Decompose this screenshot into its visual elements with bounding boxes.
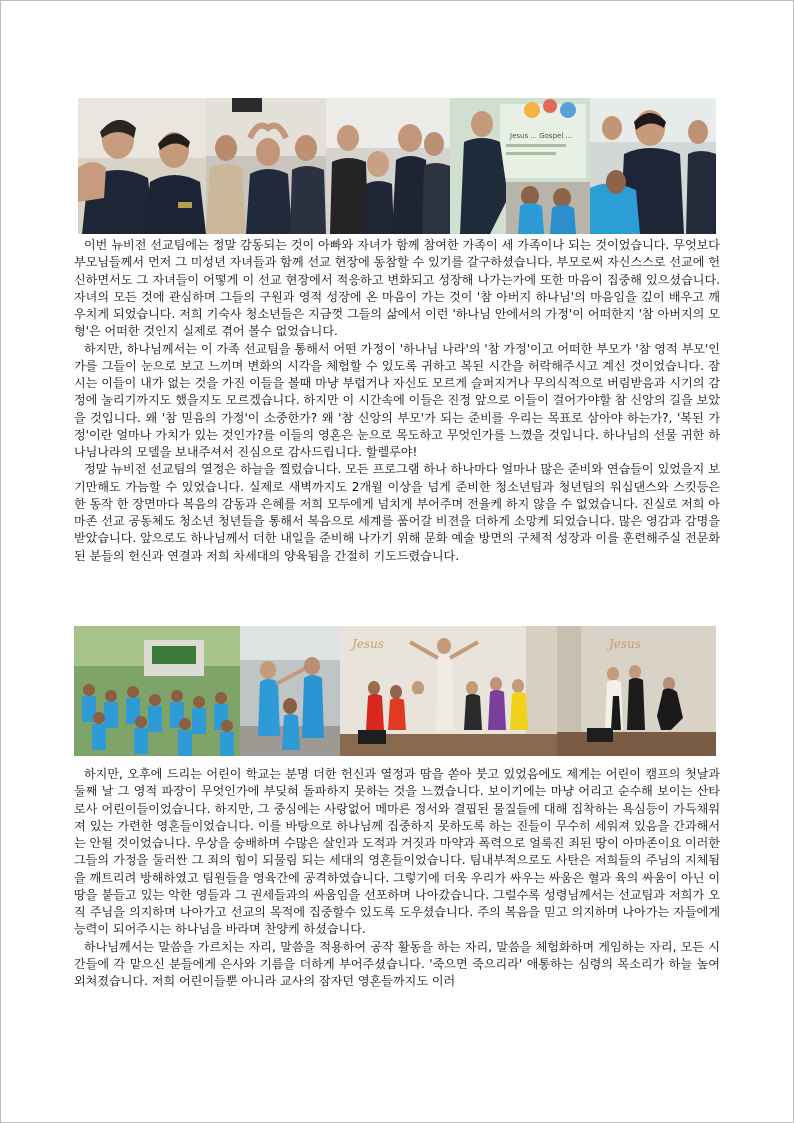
photo-heart-gesture-group bbox=[206, 98, 326, 234]
mural-text: Jesus ... Gospel ... bbox=[510, 132, 573, 140]
paragraph-god-kingdom-family: 하지만, 하나님께서는 이 가족 선교팀을 통해서 어떤 가정이 '하나님 나라'의 '참 가정'이고 어떠한 부모가 '참 영적 부모'인가를 그들이 눈으로 보고 느끼며 변화의 시각을 체험할 수 있도록 귀하고 복된 시간을 허락해주시고 계신 것이었습니다. 잠시는 이들이 내가 없는 것을 가진 이들을 볼때 마냥 부럽거나 자신도 모르게 슬퍼지거나 무의식적으로 버림받음과 시기의 감정에 눌리기까지도 했을지도 모르겠습니다. 하지만 이 시간속에 이들은 진정 앞으로 이들이 걸어가야할 참 신앙의 길을 보았을 것입니다. 왜 '참 믿음의 가정'이 소중한가? 왜 '참 신앙의 부모'가 되는 준비를 우리는 목표로 삼아야 하는가?, '복된 가정'이란 얼마나 가치가 있는 것인가?를 이들의 영혼은 눈으로 목도하고 무엇인가를 느꼈을 것입니다. 하나님의 선물 귀한 하나님나라의 모델을 보내주셔서 진심으로 감사드립니다. 할렐루야! bbox=[74, 341, 720, 459]
photo-team-men-smiling bbox=[78, 98, 206, 234]
paragraph-family-mission: 이번 뉴비전 선교팀에는 정말 감동되는 것이 아빠와 자녀가 함께 참여한 가족이 세 가족이나 되는 것이었습니다. 무엇보다 부모님들께서 먼저 그 미성년 자녀들과 함께 선교 현장에 동참할 수 있기를 갈구하셨습니다. 부모로써 자신스스로 선교에 헌신하면서도 그 자녀들이 어떻게 이 선교 현장에서 적응하고 변화되고 성장해 나가는가에 또한 마음이 집중해 있으셨습니다. 자녀의 모든 것에 관심하며 그들의 구원과 영적 성장에 온 마음이 가는 것이 '참 아버지 하나님'의 마음임을 깊이 배우고 깨우치게 되었습니다. 저희 기숙사 청소년들은 지금껏 그들의 삶에서 이런 '하나님 안에서의 가정'이 어떠한지 '참 아버지의 모형'은 어떠한 것인지 실제로 겪어 볼수 없었습니다. bbox=[74, 238, 720, 339]
photo-stage-dance-performance bbox=[340, 626, 557, 756]
article-body-top bbox=[74, 237, 720, 565]
article-body-bottom bbox=[74, 766, 720, 990]
photo-team-member-embrace bbox=[590, 98, 716, 234]
paragraph-word-activities: 하나님께서는 말씀을 가르치는 자리, 말씀을 적용하여 공작 활동을 하는 자리, 말씀을 체험화하며 게임하는 자리, 모든 시간들에 각 맡으신 분들에게 은사와 기름을 더하게 부어주셨습니다. '죽으면 죽으리라' 애통하는 심령의 목소리가 하늘 높여 외쳐졌습니다. 저희 어린이들뿐 아니라 교사의 잠자던 영혼들까지도 이러 bbox=[74, 939, 720, 988]
stage-banner-text: Jesus bbox=[352, 637, 384, 651]
photo-outdoor-dance bbox=[240, 626, 340, 756]
photo-children-activity-mural bbox=[450, 98, 590, 234]
photo-children-group-outdoor bbox=[74, 626, 240, 756]
photo-stage-skit bbox=[557, 626, 716, 756]
skit-banner-text: Jesus bbox=[609, 637, 641, 651]
photo-team-group-standing bbox=[326, 98, 450, 234]
paragraph-team-passion: 정말 뉴비전 선교팀의 열정은 하늘을 찔렀습니다. 모든 프로그램 하나 하나마다 얼마나 많은 준비와 연습들이 있었을지 보기만해도 가늠할 수 있었습니다. 실제로 새벽까지도 2개월 이상을 넘게 준비한 청소년팀과 청년팀의 워십댄스와 스킷등은 한 동작 한 장면마다 복음의 감동과 은혜를 저희 모두에게 넘치게 부어주며 전율케 하지 않을 수 없었습니다. 진실로 저희 아마존 선교 공동체도 청소년 청년들을 통해서 복음으로 세계를 품어갈 비젼을 더하게 소망케 되었습니다. 많은 영감과 감명을 받았습니다. 앞으로도 하나님께서 더한 내일을 준비해 나가기 위해 문화 예술 방면의 구체적 성장과 이를 훈련해주실 전문화된 분들의 헌신과 연결과 저희 차세대의 양육됨을 간절히 기도드렸습니다. bbox=[74, 462, 720, 563]
paragraph-children-school: 하지만, 오후에 드리는 어린이 학교는 분명 더한 헌신과 열정과 땀을 쏟아 붓고 있었음에도 제게는 어린이 캠프의 첫날과 둘째 날 그 영적 파장이 무엇인가에 부딪혀 돌파하지 못하는 것을 느꼈습니다. 보이기에는 마냥 어리고 순수해 보이는 산타로사 어린이들이었습니다. 하지만, 그 중심에는 사랑없어 메마른 정서와 결핍된 물질들에 대해 집착하는 욕심등이 가득채워져 있는 가련한 영혼들이었습니다. 이를 바탕으로 하나님께 집중하지 못하도록 하는 진들이 무수히 세워져 있음을 간과해서는 안될 것이었습니다. 우상을 숭배하며 수많은 살인과 도적과 거짓과 마약과 폭력으로 얼룩진 죄된 땅이 아마존이요 이러한 그들의 가정을 둘러싼 그 죄의 힘이 되물림 되는 세대의 영혼들이었습니다. 팀내부적으로도 사탄은 저희들의 주님의 지체됨을 깨트리려 방해하였고 팀원들을 영육간에 공격하였습니다. 그렇기에 더욱 우리가 싸우는 싸움은 혈과 육의 싸움이 아닌 이 땅을 붙들고 있는 악한 영들과 그 권세들과의 싸움임을 선포하며 나아갔습니다. 그럴수록 성령님께서는 선교팀과 저희가 오직 주님을 의지하며 나아가고 선교의 목적에 집중할수 있도록 도우셨습니다. 주의 복음을 믿고 의지하며 나아가는 자들에게 능력이 되어주시는 하나님을 바라며 찬양케 하셨습니다. bbox=[74, 767, 720, 937]
